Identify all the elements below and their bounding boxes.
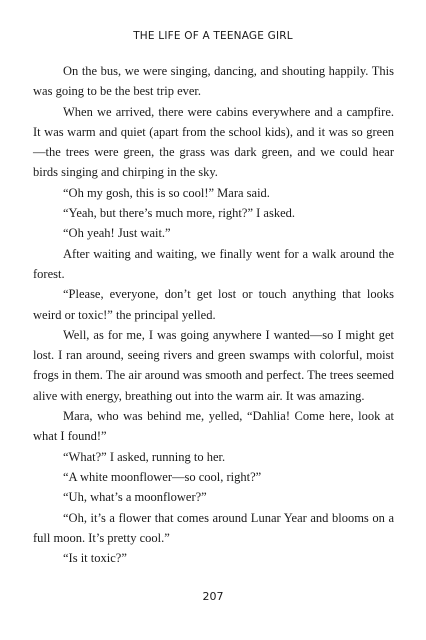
- running-header: THE LIFE OF A TEENAGE GIRL: [133, 30, 293, 42]
- paragraph: When we arrived, there were cabins everywhere and a campfire. It was warm and quiet (apart from the school kids), and it was so green—the trees were green, the grass was dark green, and we could hear birds singing and chirping in the sky.: [33, 104, 394, 180]
- paragraph: “What?” I asked, running to her.: [63, 449, 226, 464]
- paragraph: “Is it toxic?”: [63, 551, 127, 566]
- paragraph: Well, as for me, I was going anywhere I wanted—so I might get lost. I ran around, seeing rivers and green swamps with colorful, moist frogs in them. The air around was smooth and perfect. The trees seemed alive with energy, breathing out into the warm air. It was amazing.: [33, 327, 394, 403]
- page-number: 207: [202, 590, 224, 603]
- paragraph: “Yeah, but there’s much more, right?” I asked.: [63, 206, 295, 221]
- paragraph: Mara, who was behind me, yelled, “Dahlia! Come here, look at what I found!”: [33, 409, 394, 444]
- paragraph: “Please, everyone, don’t get lost or touch anything that looks weird or toxic!” the principal yelled.: [33, 287, 394, 322]
- body-text: [33, 61, 394, 568]
- paragraph: “Oh, it’s a flower that comes around Lunar Year and blooms on a full moon. It’s pretty cool.”: [33, 510, 394, 545]
- paragraph: On the bus, we were singing, dancing, and shouting happily. This was going to be the best trip ever.: [33, 64, 394, 99]
- paragraph: After waiting and waiting, we finally went for a walk around the forest.: [33, 246, 394, 281]
- paragraph: “Uh, what’s a moonflower?”: [63, 490, 207, 505]
- paragraph: “Oh yeah! Just wait.”: [63, 226, 171, 241]
- paragraph: “A white moonflower—so cool, right?”: [63, 469, 262, 484]
- paragraph: “Oh my gosh, this is so cool!” Mara said.: [63, 185, 270, 200]
